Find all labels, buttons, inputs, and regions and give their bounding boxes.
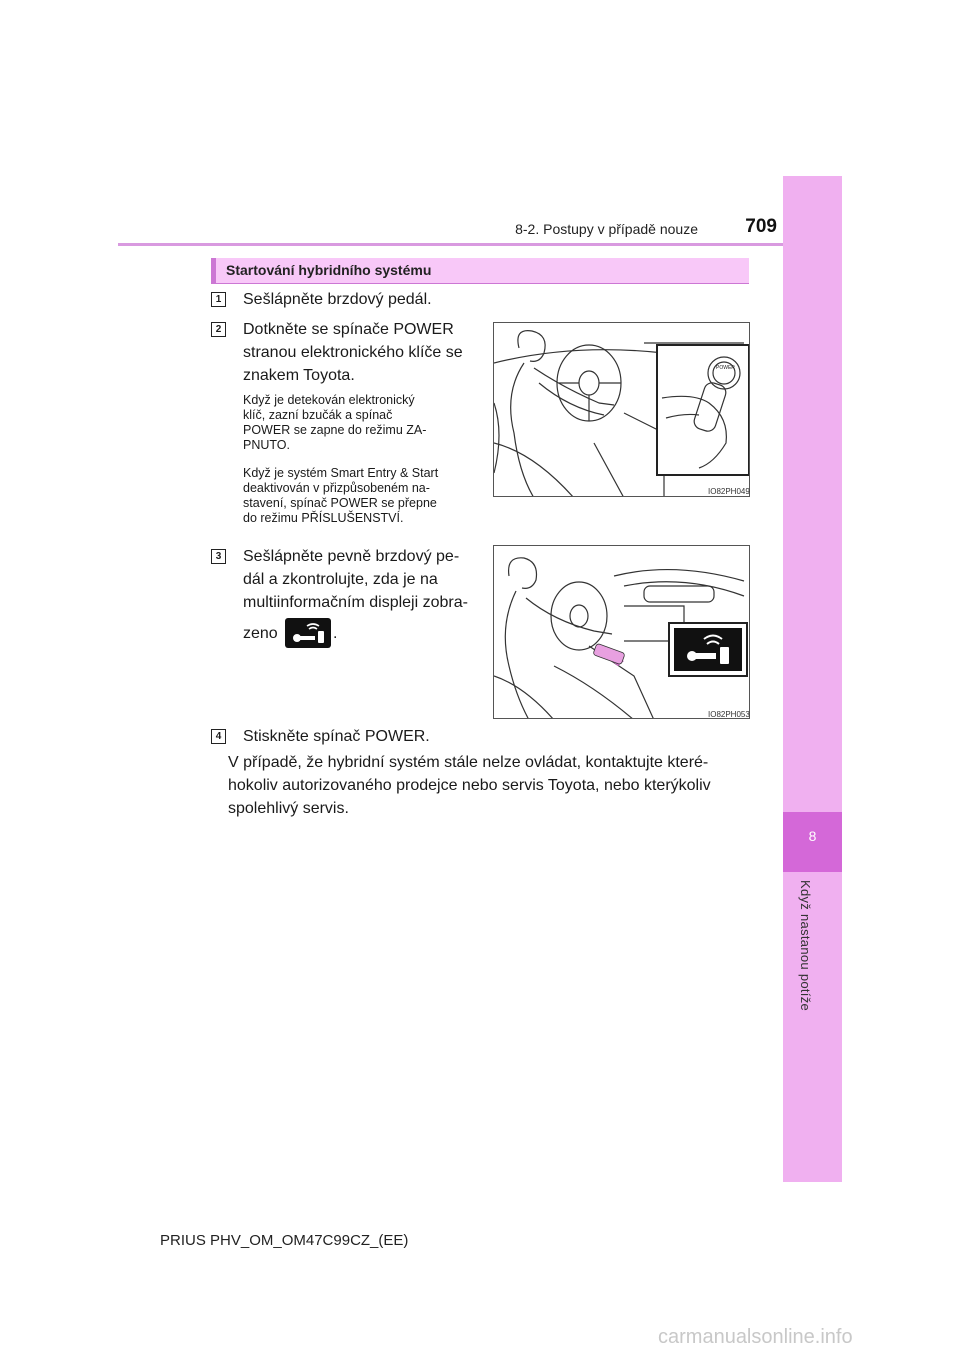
figure-code-2: IO82PH053 <box>708 710 750 719</box>
closing-paragraph <box>228 751 745 820</box>
step-2-line: Dotkněte se spínače POWER <box>243 321 454 338</box>
figure-code-1: IO82PH049 <box>708 487 750 496</box>
note-line: stavení, spínač POWER se přepne <box>243 496 437 510</box>
paragraph-line: V případě, že hybridní systém stále nelze ovládat, kontaktujte které- <box>228 754 709 771</box>
step-number-3: 3 <box>211 549 226 564</box>
note-line: Když je systém Smart Entry & Start <box>243 466 439 480</box>
step-number-2: 2 <box>211 322 226 337</box>
step-2-line: znakem Toyota. <box>243 367 355 384</box>
step-3-line: Sešlápněte pevně brzdový pe- <box>243 548 460 565</box>
header-section-title: 8-2. Postupy v případě nouze <box>515 221 698 237</box>
footer-manual-code: PRIUS PHV_OM_OM47C99CZ_(EE) <box>160 1232 409 1249</box>
step-2-note-1 <box>243 393 477 453</box>
key-indicator-icon <box>285 618 331 648</box>
chapter-title-vertical <box>798 880 822 1040</box>
figure-multi-info-display <box>493 545 750 719</box>
section-heading: Startování hybridního systému <box>226 262 432 278</box>
chapter-number: 8 <box>808 828 817 844</box>
paragraph-line: hokoliv autorizovaného prodejce nebo servis Toyota, nebo kterýkoliv <box>228 777 711 794</box>
power-label: POWER <box>716 365 735 371</box>
step-3-line: dál a zkontrolujte, zda je na <box>243 571 438 588</box>
note-line: klíč, zazní bzučák a spínač <box>243 408 393 422</box>
page-number: 709 <box>745 216 777 237</box>
step-3-last-suffix: . <box>333 625 338 642</box>
step-1-text: Sešlápněte brzdový pedál. <box>243 291 432 308</box>
chapter-title: Když nastanou potíže <box>798 880 813 1012</box>
step-4-text: Stiskněte spínač POWER. <box>243 728 430 745</box>
note-line: deaktivován v přizpůsobeném na- <box>243 481 430 495</box>
step-3-text <box>243 545 477 614</box>
driver-pressing-brake-illustration <box>494 546 750 719</box>
note-line: do režimu PŘÍSLUŠENSTVÍ. <box>243 511 404 525</box>
note-line: PNUTO. <box>243 438 290 452</box>
step-3-line: multiinformačním displeji zobra- <box>243 594 468 611</box>
header-rule <box>118 243 783 246</box>
step-3-last-prefix: zeno <box>243 625 278 642</box>
step-2-text <box>243 318 477 387</box>
paragraph-line: spolehlivý servis. <box>228 800 349 817</box>
step-number-1: 1 <box>211 292 226 307</box>
note-line: POWER se zapne do režimu ZA- <box>243 423 427 437</box>
step-number-4: 4 <box>211 729 226 744</box>
step-2-note-2 <box>243 466 477 526</box>
watermark: carmanualsonline.info <box>658 1326 853 1348</box>
driver-touching-power-switch-illustration <box>494 323 750 497</box>
step-2-line: stranou elektronického klíče se <box>243 344 463 361</box>
note-line: Když je detekován elektronický <box>243 393 415 407</box>
section-heading-bar <box>211 258 749 284</box>
figure-power-switch <box>493 322 750 497</box>
